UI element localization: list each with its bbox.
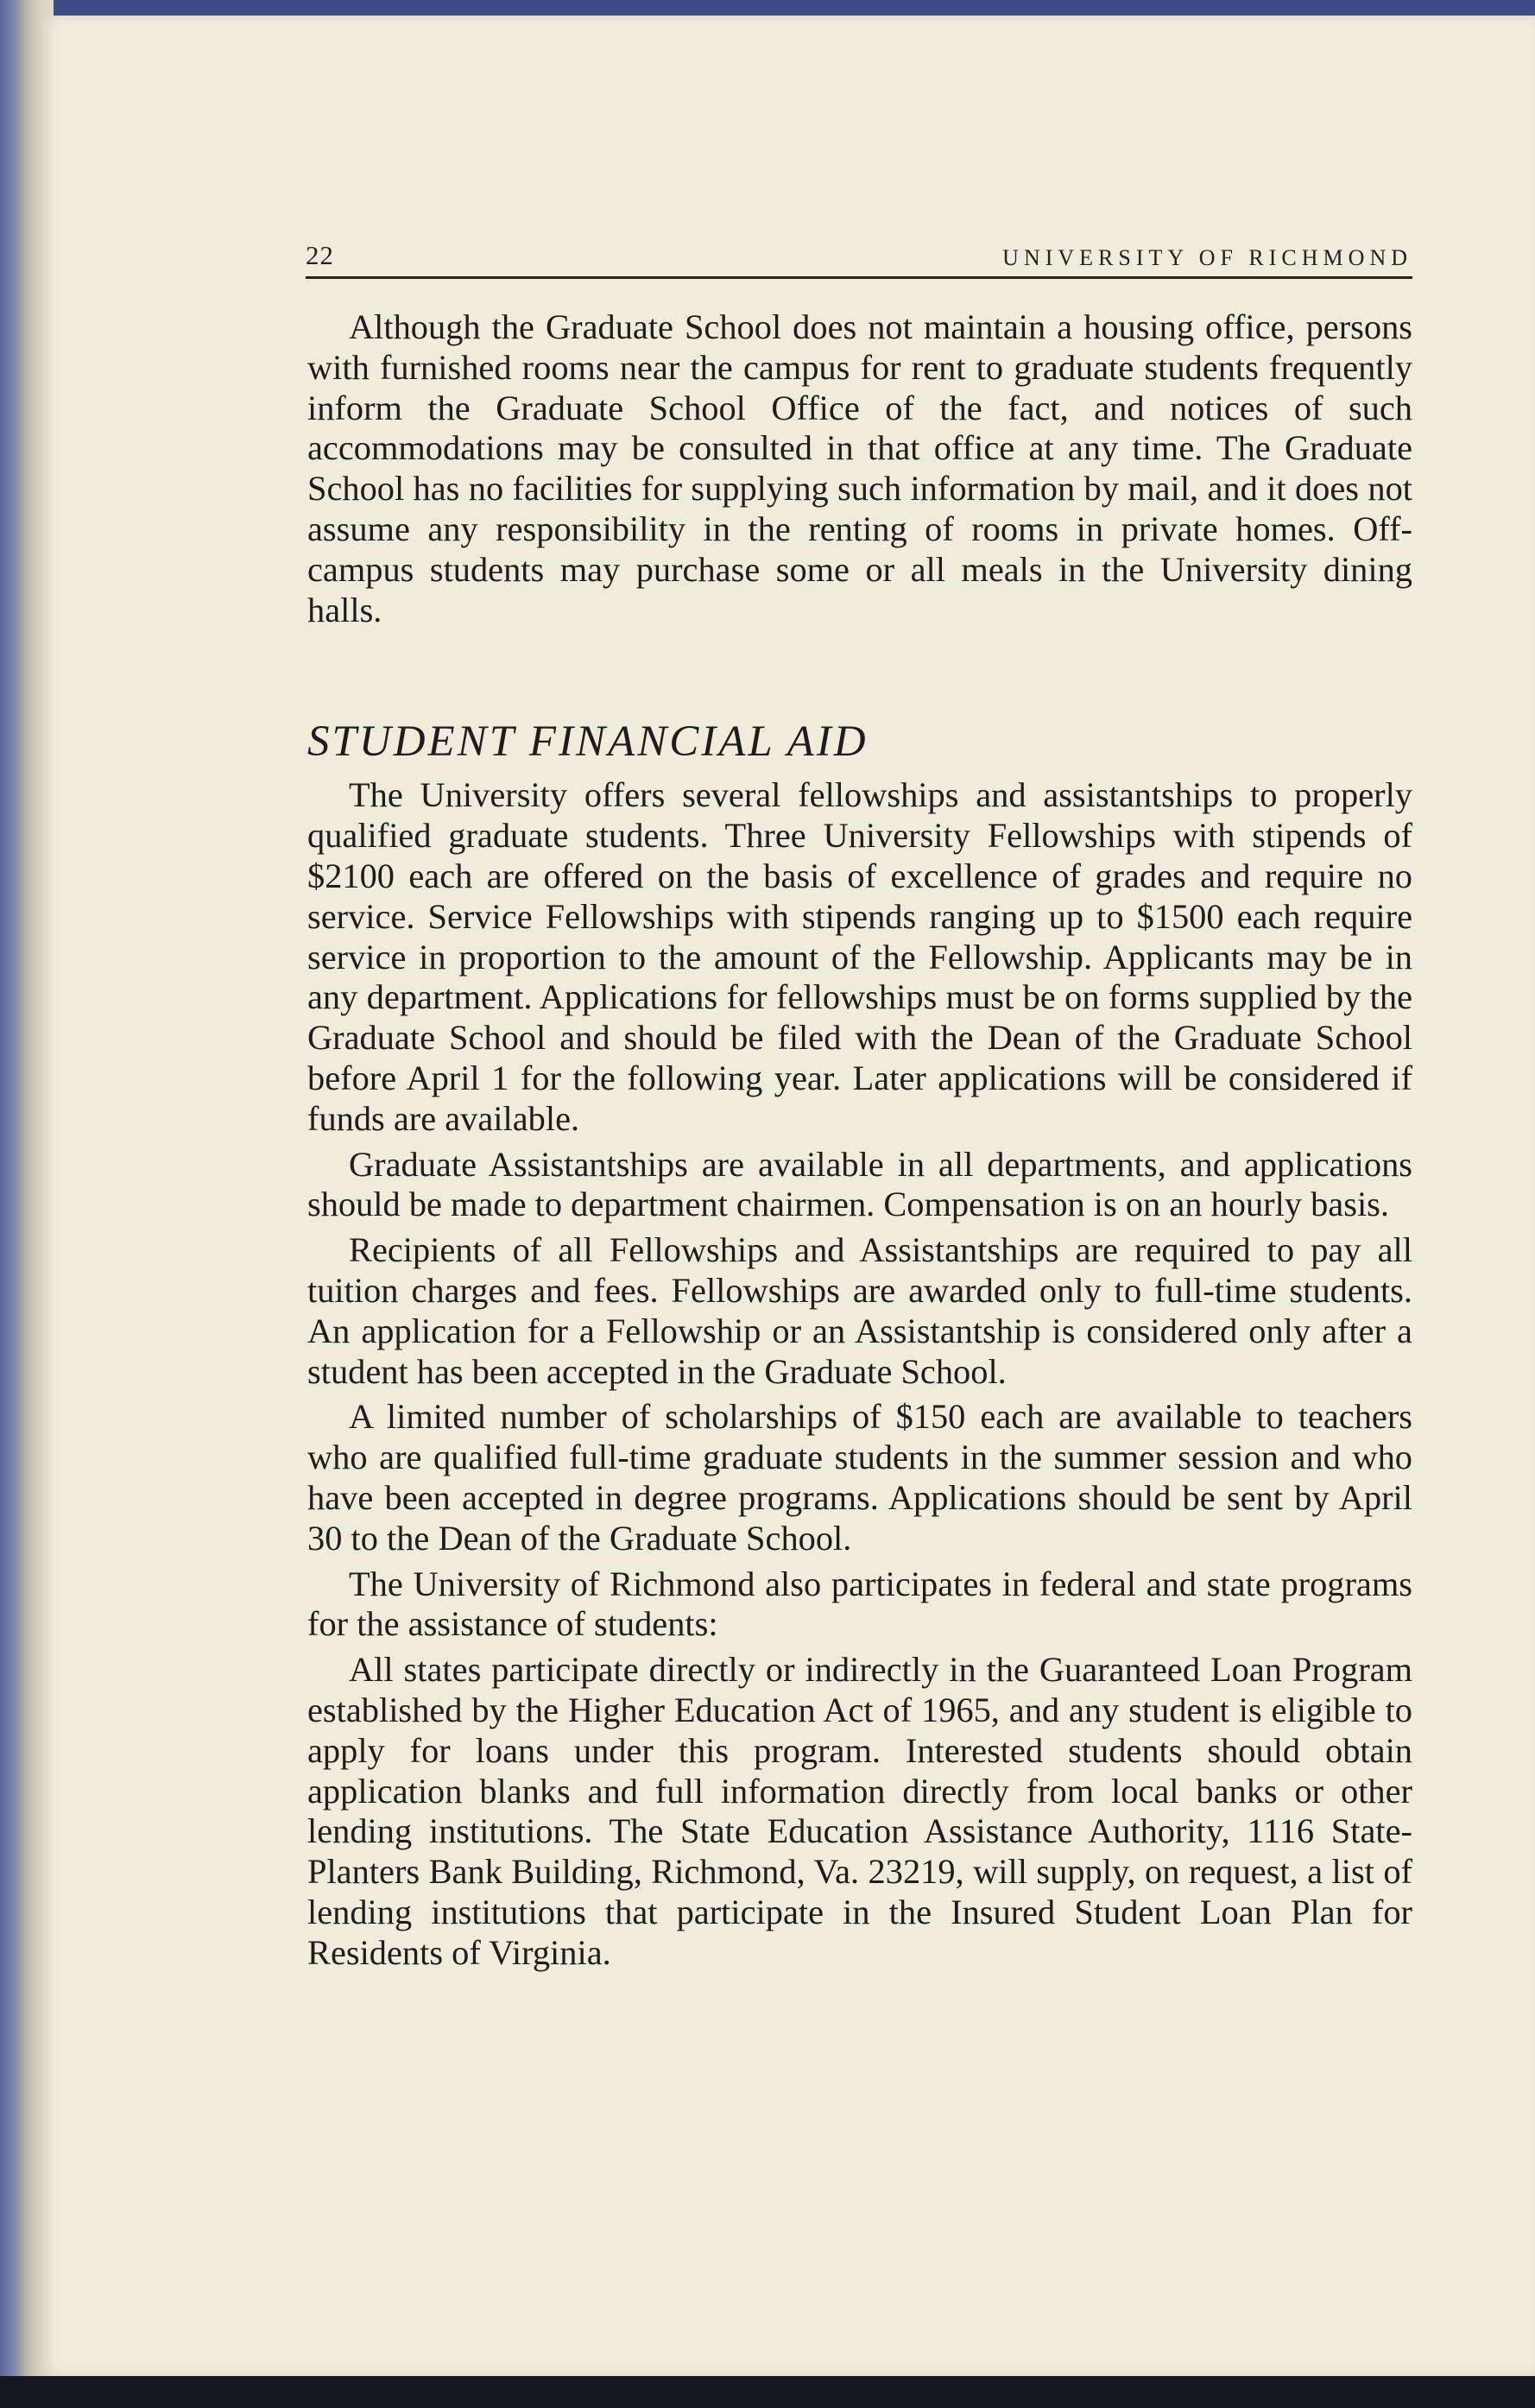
paragraph-scholarships: A limited number of scholarships of $150 each are available to teachers who are qualified full-time graduate students in the summer session and who have been accepted in degree programs. Applications should be sent by April 30 to the Dean of the Graduate School.	[307, 1397, 1412, 1558]
paragraph-guaranteed-loan: All states participate directly or indirectly in the Guaranteed Loan Program established by the Higher Education Act of 1965, and any student is eligible to apply for loans under this program. Interested students should obtain application blanks and full information directly from local banks or other lending institutions. The State Education Assistance Authority, 1116 State-Planters Bank Building, Richmond, Va. 23219, will supply, on request, a list of lending institutions that participate in the Insured Student Loan Plan for Residents of Virginia.	[307, 1650, 1412, 1972]
paragraph-tuition-requirements: Recipients of all Fellowships and Assistantships are required to pay all tuition charges and fees. Fellowships are awarded only to full-time students. An application for a Fellowship or an Assistantship is considered only after a student has been accepted in the Graduate School.	[307, 1230, 1412, 1391]
body-text	[307, 307, 1412, 1973]
paragraph-federal-state-programs: The University of Richmond also participates in federal and state programs for the assistance of students:	[307, 1564, 1412, 1644]
housing-paragraph: Although the Graduate School does not maintain a housing office, persons with furnished rooms near the campus for rent to graduate students frequently inform the Graduate School Office of the fact, and notices of such accommodations may be consulted in that office at any time. The Graduate School has no facilities for supplying such information by mail, and it does not assume any responsibility in the renting of rooms in private homes. Off-campus students may purchase some or all meals in the University dining halls.	[307, 307, 1412, 629]
scan-bottom-border	[0, 2376, 1535, 2408]
page-header	[306, 235, 1412, 279]
section-title: STUDENT FINANCIAL AID	[307, 717, 869, 767]
paragraph-assistantships: Graduate Assistantships are available in all departments, and applications should be made to department chairmen. Compensation is on an hourly basis.	[307, 1144, 1412, 1224]
running-head: UNIVERSITY OF RICHMOND	[1002, 245, 1412, 270]
page-number: 22	[306, 240, 334, 270]
paragraph-fellowships: The University offers several fellowships and assistantships to properly qualified graduate students. Three University Fellowships with stipends of $2100 each are offered on the basis of excellence of grades and require no service. Service Fellowships with stipends ranging up to $1500 each require service in proportion to the amount of the Fellowship. Applicants may be in any department. Applications for fellowships must be on forms supplied by the Graduate School and should be filed with the Dean of the Graduate School before April 1 for the following year. Later applications will be considered if funds are available.	[307, 775, 1412, 1138]
